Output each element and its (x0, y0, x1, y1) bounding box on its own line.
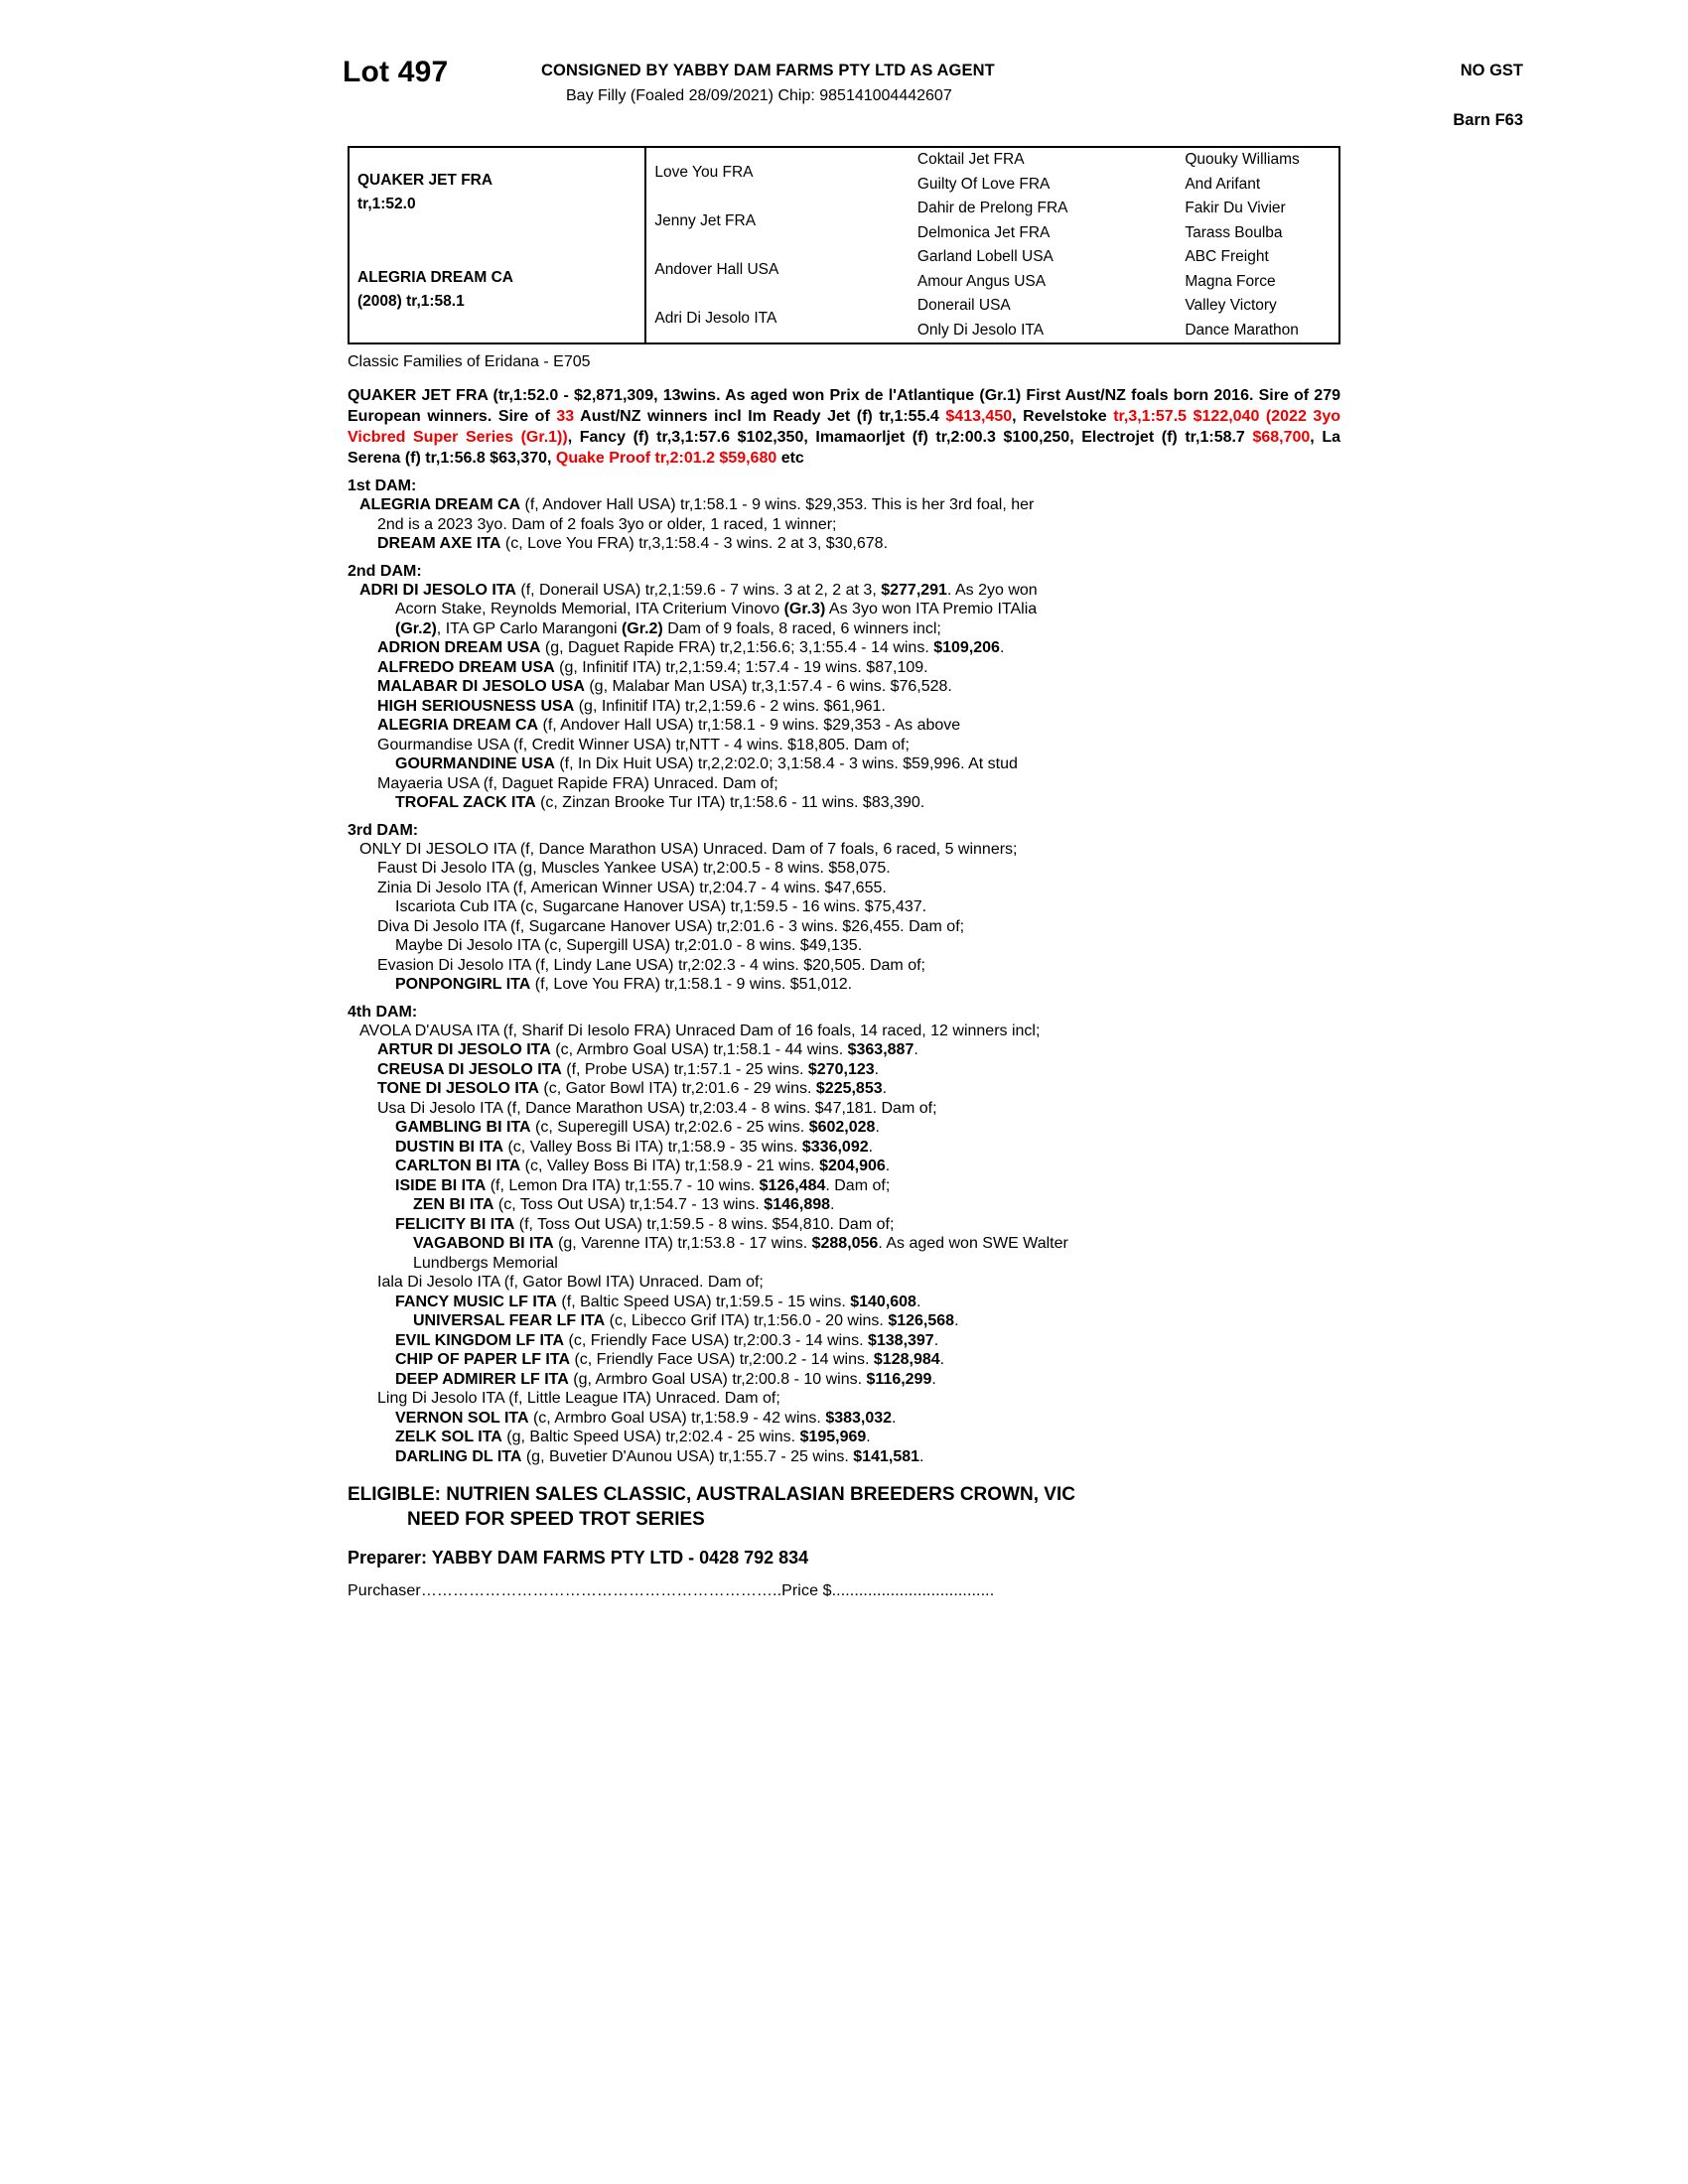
dam-name: ALEGRIA DREAM CA (357, 269, 514, 286)
sire-highlight: tr,3,1:57.5 $122,040 (2022 3yo Vicbred Super Series (Gr.1)) (348, 408, 1341, 446)
pedigree-line: ADRI DI JESOLO ITA (f, Donerail USA) tr,2,1:59.6 - 7 wins. 3 at 2, 2 at 3, $277,291. As 2yo won (359, 581, 1038, 599)
sire-time: tr,1:52.0 (357, 196, 416, 212)
pedigree-line: ZELK SOL ITA (g, Baltic Speed USA) tr,2:02.4 - 25 wins. $195,969. (395, 1429, 871, 1445)
pedigree-line: DARLING DL ITA (g, Buvetier D'Aunou USA) tr,1:55.7 - 25 wins. $141,581. (395, 1447, 924, 1465)
pedigree-column-great-grandparents (910, 148, 1177, 342)
dam-heading-1: 1st DAM: (348, 478, 417, 494)
pedigree-line: Iala Di Jesolo ITA (f, Gator Bowl ITA) Unraced. Dam of; (377, 1274, 764, 1291)
pedigree-line: GOURMANDINE USA (f, In Dix Huit USA) tr,2,2:02.0; 3,1:58.4 - 3 wins. $59,996. At stud (395, 755, 1018, 772)
pedigree-column-parents (350, 148, 646, 342)
pedigree-cell: Garland Lobell USA (916, 248, 1054, 265)
classic-families-line: Classic Families of Eridana - E705 (348, 353, 591, 370)
pedigree-line: CARLTON BI ITA (c, Valley Boss Bi ITA) tr,1:58.9 - 21 wins. $204,906. (395, 1158, 891, 1174)
pedigree-line: MALABAR DI JESOLO USA (g, Malabar Man USA) tr,3,1:57.4 - 6 wins. $76,528. (377, 678, 952, 695)
page-header (343, 50, 1589, 141)
dam-block (350, 245, 644, 342)
pedigree-cell: Andover Hall USA (654, 261, 779, 278)
sire-text-part: etc (776, 450, 804, 467)
pedigree-cell: And Arifant (1185, 175, 1261, 193)
pedigree-cell: Adri Di Jesolo ITA (654, 310, 777, 327)
pedigree-line: ARTUR DI JESOLO ITA (c, Armbro Goal USA) tr,1:58.1 - 44 wins. $363,887. (377, 1041, 918, 1058)
pedigree-line: Zinia Di Jesolo ITA (f, American Winner USA) tr,2:04.7 - 4 wins. $47,655. (377, 879, 887, 896)
preparer-line: Preparer: YABBY DAM FARMS PTY LTD - 0428 792 834 (348, 1548, 809, 1568)
consignor-line: CONSIGNED BY YABBY DAM FARMS PTY LTD AS AGENT (541, 62, 995, 79)
purchaser-line: Purchaser…………………………………………………………..Price $.................................... (348, 1582, 995, 1599)
pedigree-cell: Valley Victory (1185, 297, 1277, 314)
pedigree-line: Iscariota Cub ITA (c, Sugarcane Hanover USA) tr,1:59.5 - 16 wins. $75,437. (395, 898, 927, 915)
pedigree-line: CHIP OF PAPER LF ITA (c, Friendly Face USA) tr,2:00.2 - 14 wins. $128,984. (395, 1351, 945, 1368)
pedigree-cell: Dahir de Prelong FRA (916, 200, 1068, 216)
pedigree-line: ONLY DI JESOLO ITA (f, Dance Marathon USA) Unraced. Dam of 7 foals, 6 raced, 5 winners; (359, 840, 1018, 858)
pedigree-cell: Jenny Jet FRA (654, 212, 757, 229)
pedigree-line: Usa Di Jesolo ITA (f, Dance Marathon USA) tr,2:03.4 - 8 wins. $47,181. Dam of; (377, 1099, 937, 1117)
pedigree-table (348, 146, 1340, 344)
pedigree-line: PONPONGIRL ITA (f, Love You FRA) tr,1:58.1 - 9 wins. $51,012. (395, 976, 853, 993)
dam-section-1 (343, 495, 1589, 554)
pedigree-line: ALEGRIA DREAM CA (f, Andover Hall USA) tr,1:58.1 - 9 wins. $29,353. This is her 3rd foal, her (359, 496, 1035, 513)
pedigree-line: Gourmandise USA (f, Credit Winner USA) tr,NTT - 4 wins. $18,805. Dam of; (377, 736, 910, 753)
pedigree-line: ISIDE BI ITA (f, Lemon Dra ITA) tr,1:55.7 - 10 wins. $126,484. Dam of; (395, 1176, 891, 1194)
sire-name: QUAKER JET FRA (357, 172, 493, 189)
dam-time: (2008) tr,1:58.1 (357, 293, 465, 310)
barn-number: Barn F63 (1453, 111, 1523, 129)
gst-status: NO GST (1460, 62, 1523, 79)
pedigree-line: CREUSA DI JESOLO ITA (f, Probe USA) tr,1:57.1 - 25 wins. $270,123. (377, 1060, 880, 1078)
sire-text-part: , Revelstoke (1012, 408, 1114, 425)
pedigree-cell: Dance Marathon (1185, 321, 1299, 339)
sire-text-part: QUAKER JET FRA (tr,1:52.0 - $2,871,309, 13wins. As aged won Prix de l'Atlantique (Gr.1) First Aust/NZ foals born 2016. Sire of 279 European winners. Sire of (348, 387, 1340, 425)
dam-section-4 (343, 1022, 1589, 1467)
pedigree-line: EVIL KINGDOM LF ITA (c, Friendly Face USA) tr,2:00.3 - 14 wins. $138,397. (395, 1331, 939, 1349)
pedigree-line: 2nd is a 2023 3yo. Dam of 2 foals 3yo or older, 1 raced, 1 winner; (377, 515, 837, 533)
pedigree-line: VAGABOND BI ITA (g, Varenne ITA) tr,1:53.8 - 17 wins. $288,056. As aged won SWE Walter (413, 1235, 1068, 1252)
pedigree-line: GAMBLING BI ITA (c, Superegill USA) tr,2:02.6 - 25 wins. $602,028. (395, 1119, 880, 1136)
pedigree-line: Ling Di Jesolo ITA (f, Little League ITA) Unraced. Dam of; (377, 1390, 780, 1407)
horse-description: Bay Filly (Foaled 28/09/2021) Chip: 985141004442607 (566, 87, 952, 104)
pedigree-line: Mayaeria USA (f, Daguet Rapide FRA) Unraced. Dam of; (377, 774, 778, 792)
eligibility-note (348, 1482, 1350, 1532)
pedigree-line: Evasion Di Jesolo ITA (f, Lindy Lane USA) tr,2:02.3 - 4 wins. $20,505. Dam of; (377, 956, 925, 974)
sire-text-part: , La Serena (f) tr,1:56.8 $63,370, (348, 429, 1340, 467)
eligibility-line-1: ELIGIBLE: NUTRIEN SALES CLASSIC, AUSTRALASIAN BREEDERS CROWN, VIC (348, 1484, 1075, 1505)
dam-section-2 (343, 581, 1589, 813)
sire-highlight: $68,700 (1252, 429, 1311, 446)
pedigree-line: ALFREDO DREAM USA (g, Infinitif ITA) tr,2,1:59.4; 1:57.4 - 19 wins. $87,109. (377, 658, 928, 676)
pedigree-line: AVOLA D'AUSA ITA (f, Sharif Di Iesolo FRA) Unraced Dam of 16 foals, 14 raced, 12 winners incl; (359, 1022, 1041, 1039)
sire-block (350, 148, 644, 245)
pedigree-line: TONE DI JESOLO ITA (c, Gator Bowl ITA) tr,2:01.6 - 29 wins. $225,853. (377, 1080, 888, 1097)
pedigree-cell: Delmonica Jet FRA (916, 223, 1051, 241)
pedigree-cell: Guilty Of Love FRA (916, 175, 1051, 193)
pedigree-cell: Tarass Boulba (1185, 223, 1283, 241)
pedigree-line: ADRION DREAM USA (g, Daguet Rapide FRA) tr,2,1:56.6; 3,1:55.4 - 14 wins. $109,206. (377, 639, 1005, 656)
pedigree-line: Acorn Stake, Reynolds Memorial, ITA Criterium Vinovo (Gr.3) As 3yo won ITA Premio ITAlia (395, 601, 1038, 617)
pedigree-cell: Coktail Jet FRA (916, 151, 1025, 168)
eligibility-line-2: NEED FOR SPEED TROT SERIES (407, 1509, 705, 1530)
pedigree-line: FANCY MUSIC LF ITA (f, Baltic Speed USA) tr,1:59.5 - 15 wins. $140,608. (395, 1293, 921, 1310)
sire-summary-paragraph (348, 385, 1340, 469)
sire-highlight: 33 (556, 408, 575, 425)
pedigree-line: FELICITY BI ITA (f, Toss Out USA) tr,1:59.5 - 8 wins. $54,810. Dam of; (395, 1215, 895, 1233)
pedigree-cell: Amour Angus USA (916, 272, 1047, 290)
dam-heading-3: 3rd DAM: (348, 821, 419, 839)
dam-heading-2: 2nd DAM: (348, 562, 422, 580)
pedigree-line: ALEGRIA DREAM CA (f, Andover Hall USA) tr,1:58.1 - 9 wins. $29,353 - As above (377, 717, 961, 734)
pedigree-line: (Gr.2), ITA GP Carlo Marangoni (Gr.2) Dam of 9 foals, 8 raced, 6 winners incl; (395, 619, 941, 637)
pedigree-line: Maybe Di Jesolo ITA (c, Supergill USA) tr,2:01.0 - 8 wins. $49,135. (395, 937, 863, 954)
pedigree-line: ZEN BI ITA (c, Toss Out USA) tr,1:54.7 - 13 wins. $146,898. (413, 1196, 835, 1213)
lot-number: Lot 497 (343, 56, 449, 88)
pedigree-cell: Donerail USA (916, 297, 1011, 314)
pedigree-line: DEEP ADMIRER LF ITA (g, Armbro Goal USA) tr,2:00.8 - 10 wins. $116,299. (395, 1370, 936, 1388)
pedigree-line: Diva Di Jesolo ITA (f, Sugarcane Hanover USA) tr,2:01.6 - 3 wins. $26,455. Dam of; (377, 917, 965, 935)
pedigree-cell: Magna Force (1185, 272, 1276, 290)
pedigree-column-grandparents (646, 148, 909, 342)
pedigree-cell: Only Di Jesolo ITA (916, 321, 1045, 339)
pedigree-line: VERNON SOL ITA (c, Armbro Goal USA) tr,1:58.9 - 42 wins. $383,032. (395, 1409, 897, 1427)
pedigree-column-fourth-gen (1177, 148, 1338, 342)
pedigree-cell: ABC Freight (1185, 248, 1269, 265)
pedigree-line: DUSTIN BI ITA (c, Valley Boss Bi ITA) tr,1:58.9 - 35 wins. $336,092. (395, 1138, 874, 1156)
sire-text-part: , Fancy (f) tr,3,1:57.6 $102,350, Imamaorljet (f) tr,2:00.3 $100,250, Electrojet (f) tr,1:58.7 (567, 429, 1253, 446)
pedigree-cell: Love You FRA (654, 164, 754, 181)
dam-heading-4: 4th DAM: (348, 1003, 418, 1021)
pedigree-cell: Fakir Du Vivier (1185, 200, 1286, 216)
sire-highlight: $413,450 (945, 408, 1013, 425)
pedigree-line: DREAM AXE ITA (c, Love You FRA) tr,3,1:58.4 - 3 wins. 2 at 3, $30,678. (377, 535, 889, 552)
pedigree-line: TROFAL ZACK ITA (c, Zinzan Brooke Tur ITA) tr,1:58.6 - 11 wins. $83,390. (395, 794, 925, 811)
sire-text-part: Aust/NZ winners incl Im Ready Jet (f) tr,1:55.4 (574, 408, 946, 425)
sire-highlight: Quake Proof tr,2:01.2 $59,680 (555, 450, 777, 467)
pedigree-line: UNIVERSAL FEAR LF ITA (c, Libecco Grif ITA) tr,1:56.0 - 20 wins. $126,568. (413, 1312, 959, 1329)
pedigree-line: HIGH SERIOUSNESS USA (g, Infinitif ITA) tr,2,1:59.6 - 2 wins. $61,961. (377, 697, 886, 715)
pedigree-cell: Quouky Williams (1185, 151, 1300, 168)
pedigree-line: Lundbergs Memorial (413, 1254, 558, 1272)
dam-section-3 (343, 840, 1589, 995)
pedigree-line: Faust Di Jesolo ITA (g, Muscles Yankee USA) tr,2:00.5 - 8 wins. $58,075. (377, 860, 891, 877)
